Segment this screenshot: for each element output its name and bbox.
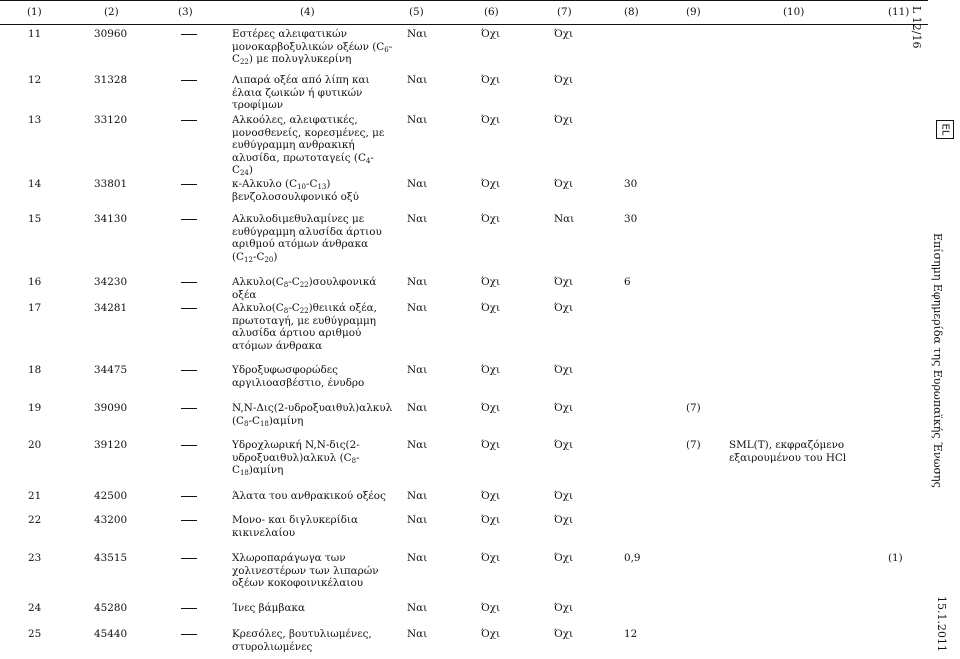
cell-no: 13 xyxy=(28,114,42,126)
cell-c7: Όχι xyxy=(554,276,574,288)
cell-c9: (7) xyxy=(686,439,701,451)
cell-code: 34130 xyxy=(94,213,128,225)
cell-code: 39090 xyxy=(94,402,128,414)
cell-c6: Όχι xyxy=(481,74,501,86)
cell-c7: Όχι xyxy=(554,28,574,40)
header-col-2: (2) xyxy=(104,6,119,18)
cell-dash xyxy=(181,608,197,609)
cell-c5: Ναι xyxy=(407,628,428,640)
header-top-rule xyxy=(0,0,928,1)
cell-c7: Όχι xyxy=(554,114,574,126)
cell-dash xyxy=(181,445,197,446)
cell-substance-name: Αλκοόλες, αλειφατικές, μονοσθενείς, κορεσμένες, με ευθύγραμμη ανθρακική αλυσίδα, πρωτοταγείς $(C_4-C_{24})$ xyxy=(232,114,385,178)
header-col-8: (8) xyxy=(624,6,639,18)
cell-no: 21 xyxy=(28,490,42,502)
cell-no: 25 xyxy=(28,628,42,640)
cell-no: 24 xyxy=(28,602,42,614)
cell-dash xyxy=(181,634,197,635)
cell-substance-name: Αλκυλοδιμεθυλαμίνες με ευθύγραμμη αλυσίδα άρτιου αριθμού ατόμων άνθρακα $(C_{12}-C_{20})$ xyxy=(232,213,382,264)
cell-c7: Όχι xyxy=(554,628,574,640)
table-header xyxy=(0,0,928,24)
cell-no: 11 xyxy=(28,28,42,40)
cell-dash xyxy=(181,120,197,121)
cell-c6: Όχι xyxy=(481,302,501,314)
header-col-10: (10) xyxy=(783,6,805,18)
cell-c5: Ναι xyxy=(407,364,428,376)
cell-c5: Ναι xyxy=(407,552,428,564)
cell-code: 31328 xyxy=(94,74,128,86)
cell-dash xyxy=(181,282,197,283)
cell-c6: Όχι xyxy=(481,628,501,640)
cell-dash xyxy=(181,80,197,81)
cell-code: 34475 xyxy=(94,364,128,376)
header-col-6: (6) xyxy=(484,6,499,18)
cell-dash xyxy=(181,34,197,35)
cell-substance-name: Λιπαρά οξέα από λίπη και έλαια ζωικών ή φυτικών τροφίμων xyxy=(232,74,370,112)
cell-dash xyxy=(181,308,197,309)
cell-c5: Ναι xyxy=(407,276,428,288)
cell-c5: Ναι xyxy=(407,302,428,314)
cell-code: 33120 xyxy=(94,114,128,126)
cell-no: 22 xyxy=(28,514,42,526)
cell-substance-name: Εστέρες αλειφατικών μονοκαρβοξυλικών οξέων $(C_6-C_{22})$ με πολυγλυκερίνη xyxy=(232,28,393,67)
cell-c7: Όχι xyxy=(554,514,574,526)
cell-dash xyxy=(181,520,197,521)
cell-dash xyxy=(181,219,197,220)
cell-c9: (7) xyxy=(686,402,701,414)
cell-c5: Ναι xyxy=(407,178,428,190)
cell-code: 43200 xyxy=(94,514,128,526)
cell-c6: Όχι xyxy=(481,276,501,288)
cell-c5: Ναι xyxy=(407,74,428,86)
page-reference: L 12/16 xyxy=(910,6,924,49)
cell-c7: Όχι xyxy=(554,74,574,86)
header-col-7: (7) xyxy=(557,6,572,18)
cell-dash xyxy=(181,408,197,409)
cell-c7: Όχι xyxy=(554,490,574,502)
header-col-1: (1) xyxy=(27,6,42,18)
cell-c10: SML(T), εκφραζόμενο εξαιρουμένου του HCl xyxy=(729,439,847,464)
cell-substance-name: Κρεσόλες, βουτυλιωμένες, στυρολιωμένες xyxy=(232,628,372,653)
header-col-4: (4) xyxy=(300,6,315,18)
cell-dash xyxy=(181,558,197,559)
cell-code: 39120 xyxy=(94,439,128,451)
cell-no: 19 xyxy=(28,402,42,414)
cell-substance-name: $A\lambda\kappa\upsilon\lambda o(C_8-C_{22})\theta\varepsilon\iota\iota\kappa ά$ οξέα, πρωτοταγή, με ευθύγραμμη αλυσίδα άρτιου αριθμού ατόμων άνθρακα xyxy=(232,302,377,352)
cell-c7: Όχι xyxy=(554,602,574,614)
cell-code: 34281 xyxy=(94,302,128,314)
cell-c5: Ναι xyxy=(407,114,428,126)
cell-substance-name: Άλατα του ανθρακικού οξέος xyxy=(232,490,386,502)
language-code: EL xyxy=(939,123,951,136)
cell-c6: Όχι xyxy=(481,402,501,414)
cell-code: 45280 xyxy=(94,602,128,614)
cell-c5: Ναι xyxy=(407,602,428,614)
cell-c7: Όχι xyxy=(554,402,574,414)
cell-code: 34230 xyxy=(94,276,128,288)
cell-c7: Όχι xyxy=(554,178,574,190)
cell-code: 43515 xyxy=(94,552,128,564)
cell-no: 20 xyxy=(28,439,42,451)
cell-substance-name: Χλωροπαράγωγα των χολινεστέρων των λιπαρών οξέων κοκοφοινικέλαιου xyxy=(232,552,379,590)
cell-code: 45440 xyxy=(94,628,128,640)
cell-c7: Ναι xyxy=(554,213,575,225)
cell-c7: Όχι xyxy=(554,364,574,376)
header-col-5: (5) xyxy=(409,6,424,18)
cell-substance-name: κ-Αλκυλο $(C_{10}-C_{13})$ βενζολοσουλφονικό οξύ xyxy=(232,178,359,203)
cell-c11: (1) xyxy=(888,552,903,564)
cell-substance-name: N,N-Δις(2-υδροξυαιθυλ)αλκυλ $(C_8-C_{18})\alpha\mu ί\nu\eta$ xyxy=(232,402,393,428)
cell-c8: 30 xyxy=(624,178,638,190)
cell-c7: Όχι xyxy=(554,302,574,314)
cell-c8: 30 xyxy=(624,213,638,225)
cell-no: 23 xyxy=(28,552,42,564)
cell-c5: Ναι xyxy=(407,213,428,225)
cell-c6: Όχι xyxy=(481,514,501,526)
cell-substance-name: Μονο- και διγλυκερίδια κικινελαίου xyxy=(232,514,359,539)
journal-title: Επίσημη Εφημερίδα της Ευρωπαϊκής Ένωσης xyxy=(931,233,945,488)
cell-c7: Όχι xyxy=(554,552,574,564)
cell-code: 42500 xyxy=(94,490,128,502)
header-col-11: (11) xyxy=(888,6,910,18)
cell-code: 33801 xyxy=(94,178,128,190)
cell-c6: Όχι xyxy=(481,114,501,126)
cell-substance-name: Υδροχλωρική N,N-δις(2-υδροξυαιθυλ)αλκυλ $(C_8-C_{18})\alpha\mu ί\nu\eta$ xyxy=(232,439,360,478)
cell-no: 17 xyxy=(28,302,42,314)
cell-no: 14 xyxy=(28,178,42,190)
cell-dash xyxy=(181,496,197,497)
cell-c5: Ναι xyxy=(407,439,428,451)
cell-c6: Όχι xyxy=(481,28,501,40)
cell-c8: 6 xyxy=(624,276,631,288)
cell-no: 18 xyxy=(28,364,42,376)
cell-c8: 12 xyxy=(624,628,638,640)
cell-no: 12 xyxy=(28,74,42,86)
cell-substance-name: Ίνες βάμβακα xyxy=(232,602,305,614)
cell-c6: Όχι xyxy=(481,602,501,614)
cell-substance-name: $A\lambda\kappa\upsilon\lambda o(C_8-C_{22})\sigma o\upsilon\lambda\varphi o\nu\iota\kappa ά$ οξέα xyxy=(232,276,377,301)
cell-c6: Όχι xyxy=(481,364,501,376)
cell-c5: Ναι xyxy=(407,28,428,40)
cell-c5: Ναι xyxy=(407,514,428,526)
cell-c5: Ναι xyxy=(407,402,428,414)
cell-substance-name: Υδροξυφωσφορώδες αργιλιοασβέστιο, ένυδρο xyxy=(232,364,365,389)
page-margin xyxy=(910,0,960,659)
header-col-9: (9) xyxy=(686,6,701,18)
cell-c8: 0,9 xyxy=(624,552,641,564)
cell-no: 16 xyxy=(28,276,42,288)
cell-c6: Όχι xyxy=(481,490,501,502)
cell-c7: Όχι xyxy=(554,439,574,451)
language-badge xyxy=(936,120,954,139)
cell-c6: Όχι xyxy=(481,213,501,225)
cell-c6: Όχι xyxy=(481,178,501,190)
cell-code: 30960 xyxy=(94,28,128,40)
publication-date: 15.1.2011 xyxy=(935,596,949,652)
cell-no: 15 xyxy=(28,213,42,225)
cell-c6: Όχι xyxy=(481,552,501,564)
header-col-3: (3) xyxy=(178,6,193,18)
cell-c6: Όχι xyxy=(481,439,501,451)
header-bottom-rule xyxy=(0,24,928,25)
cell-dash xyxy=(181,184,197,185)
cell-c5: Ναι xyxy=(407,490,428,502)
cell-dash xyxy=(181,370,197,371)
